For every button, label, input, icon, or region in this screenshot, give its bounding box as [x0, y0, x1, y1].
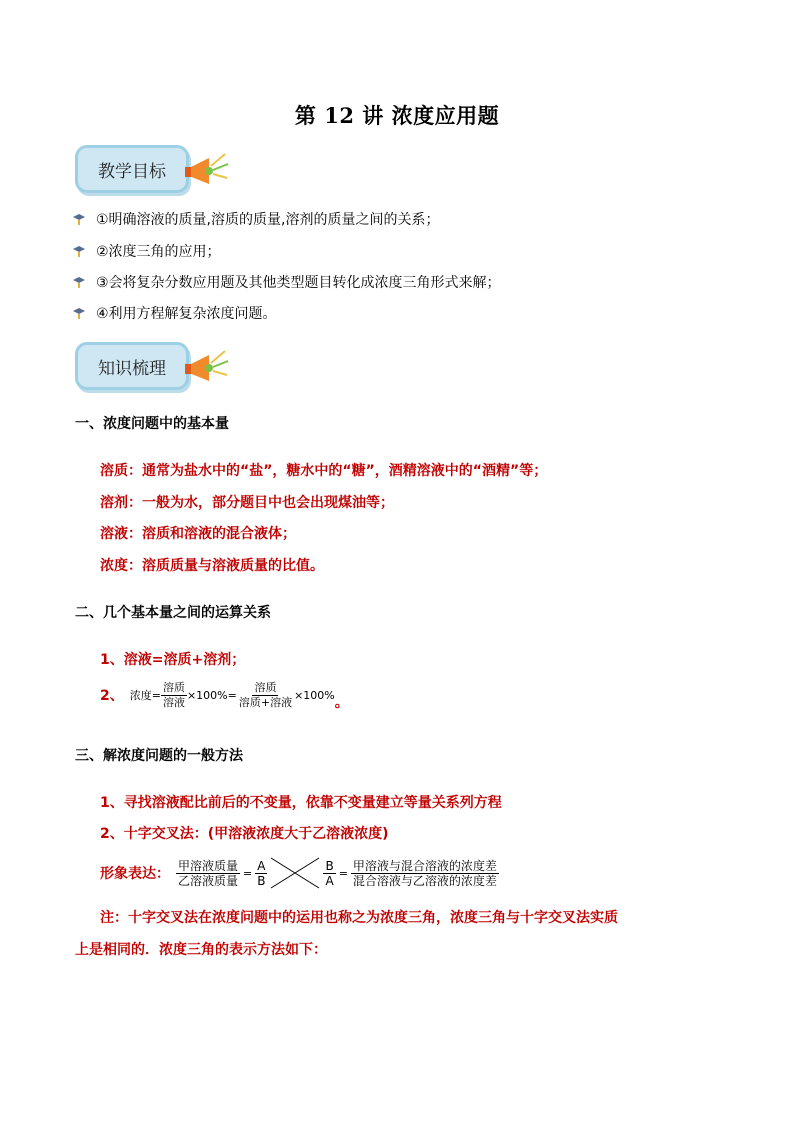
objective-item: ③会将复杂分数应用题及其他类型题目转化成浓度三角形式来解； [72, 270, 501, 294]
section-heading: 一、浓度问题中的基本量 [75, 416, 229, 432]
method-1: 1、寻找溶液配比前后的不变量，依靠不变量建立等量关系列方程 [100, 795, 502, 811]
relation-2: 2、 浓度= $\frac{\text{溶质}}{\text{溶液}}$ ×100%= $\frac{\text{溶质}}{\text{溶质+溶液}}$ ×100% 。 [100, 680, 349, 711]
section-heading: 三、解浓度问题的一般方法 [75, 748, 243, 764]
definition-solute: 溶质：通常为盐水中的“盐”，糖水中的“糖”，酒精溶液中的“酒精”等； [100, 463, 548, 479]
badge-label: 知识梳理 [98, 358, 166, 379]
section-heading: 二、几个基本量之间的运算关系 [75, 605, 271, 621]
grad-cap-icon [72, 244, 86, 258]
definition-solution: 溶液：溶质和溶液的混合液体； [100, 526, 296, 542]
cross-lines-graphic [269, 856, 321, 890]
fraction-solute-over-solution: $\frac{\text{溶质}}{\text{溶液}}$ [162, 680, 185, 709]
note-line-2: 上是相同的．浓度三角的表示方法如下： [75, 942, 327, 958]
objective-item: ①明确溶液的质量,溶质的质量,溶剂的质量之间的关系； [72, 207, 439, 231]
grad-cap-icon [72, 212, 86, 226]
objective-item: ④利用方程解复杂浓度问题。 [72, 301, 277, 325]
relation-1: 1、溶液=溶质+溶剂； [100, 652, 246, 668]
megaphone-icon [183, 349, 229, 389]
section-badge-knowledge [75, 342, 189, 390]
definition-concentration: 浓度：溶质质量与溶液质量的比值。 [100, 558, 324, 574]
megaphone-icon [183, 152, 229, 192]
section-badge-teaching-goals [75, 145, 189, 193]
cross-method-expression: 形象表达： $\frac{\text{甲溶液质量}}{\text{乙溶液质量}}$ = $\frac{A}{B}$ $\frac{B}{A}$ = $\frac{\text{甲溶液与混合溶液的浓度差}}{\text{混合溶液与乙溶液的浓度差}}$ [100, 853, 499, 893]
method-2: 2、十字交叉法：(甲溶液浓度大于乙溶液浓度) [100, 826, 389, 842]
fraction-solute-over-sum: $\frac{\text{溶质}}{\text{溶质+溶液}}$ [238, 680, 293, 709]
page-title: 第 12 讲 浓度应用题 [294, 103, 500, 128]
grad-cap-icon [72, 275, 86, 289]
objective-item: ②浓度三角的应用； [72, 239, 221, 263]
definition-solvent: 溶剂：一般为水，部分题目中也会出现煤油等； [100, 495, 394, 511]
badge-label: 教学目标 [98, 161, 166, 182]
note-line-1: 注：十字交叉法在浓度问题中的运用也称之为浓度三角，浓度三角与十字交叉法实质 [100, 910, 618, 926]
grad-cap-icon [72, 306, 86, 320]
